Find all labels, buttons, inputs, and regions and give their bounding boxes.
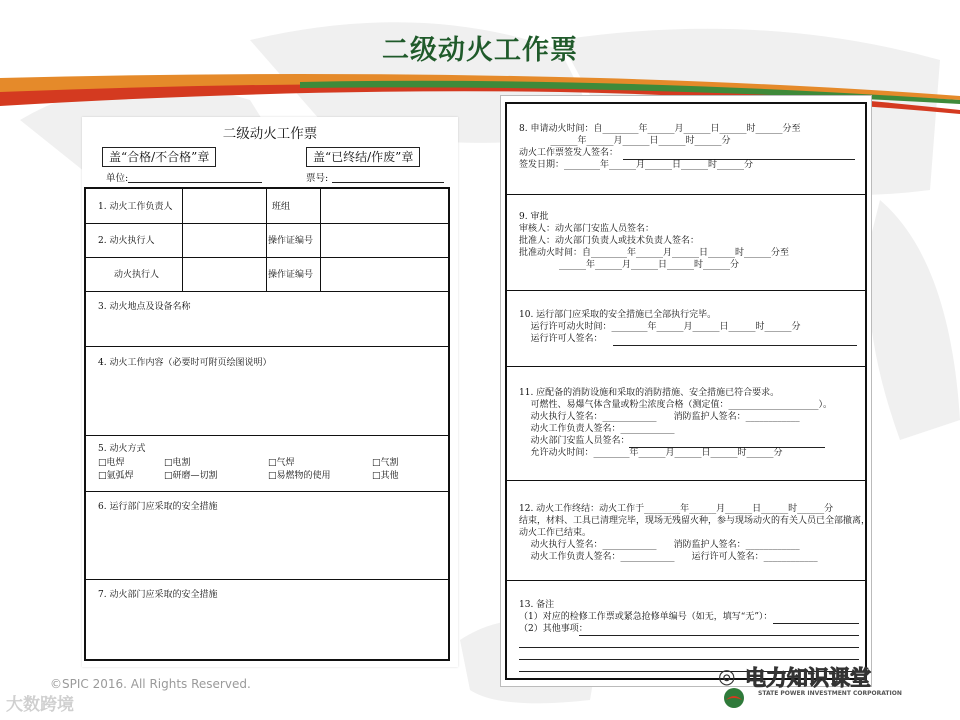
section-12-line: 动火工作负责人签名：____________ 运行许可人签名：____________	[519, 552, 818, 562]
section-11-line: 11. 应配备的消防设施和采取的消防措施、安全措施已符合要求。	[519, 388, 780, 398]
watermark-left: 大数跨境	[6, 695, 74, 715]
section-12-line: 动火工作已结束。	[519, 528, 592, 538]
form-title: 二级动火工作票	[222, 126, 318, 142]
unit-underline	[128, 171, 262, 183]
company-logo-icon	[722, 686, 746, 710]
cell-label: 班组	[272, 202, 291, 212]
cell-label: 7. 动火部门应采取的安全措施	[98, 590, 218, 600]
section-12-line: 结束，材料、工具已清理完毕，现场无残留火种，参与现场动火的有关人员已全部撤离，	[519, 516, 871, 526]
checkbox-option[interactable]: □气割	[372, 458, 399, 468]
section-9-line: 批准动火时间：自________年______月______日______时______分至	[519, 248, 790, 258]
slide-title: 二级动火工作票	[382, 35, 578, 66]
right-form-table	[505, 102, 871, 680]
section-10-line: 10. 运行部门应采取的安全措施已全部执行完毕。	[519, 310, 717, 320]
section-13-line: （1）对应的检修工作票或紧急抢修单编号（如无，填写“无”）：	[519, 612, 773, 622]
section-12-line: 12. 动火工作终结：动火工作于________年______月______日______时______分	[519, 504, 834, 514]
cell-label: 6. 运行部门应采取的安全措施	[98, 502, 218, 512]
section-11-line: 可燃性、易爆气体含量或粉尘浓度合格（测定值：____________________）。	[519, 400, 832, 410]
section-9-line: 9. 审批	[519, 212, 549, 222]
checkbox-option[interactable]: □易燃物的使用	[268, 471, 331, 481]
cell-label: 4. 动火工作内容（必要时可附页绘图说明）	[98, 358, 272, 368]
left-ticket-form	[82, 117, 458, 667]
section-12-line: 动火执行人签名：____________ 消防监护人签名：____________	[519, 540, 800, 550]
checkbox-option[interactable]: □其他	[372, 471, 399, 481]
stamp-terminated-box: 盖“已终结/作废”章	[306, 147, 420, 167]
section-8-line: 动火工作票签发人签名：	[519, 148, 619, 158]
section-8-line: 签发日期：________年______月______日______时______分	[519, 160, 754, 170]
cell-label: 5. 动火方式	[98, 444, 146, 454]
section-11-line: 动火部门安监人员签名：	[519, 436, 630, 446]
section-11-line: 动火执行人签名：____________ 消防监护人签名：____________	[519, 412, 800, 422]
section-13-line: 13. 备注	[519, 600, 555, 610]
cell-label: 1. 动火工作负责人	[98, 202, 173, 212]
wechat-icon: ◎	[718, 664, 736, 688]
section-9-line: 审核人：动火部门安监人员签名：	[519, 224, 655, 234]
watermark-right: 电力知识课堂	[745, 666, 871, 690]
cell-label: 操作证编号	[268, 270, 314, 280]
section-8-line: ______年______月______日______时______分	[519, 136, 731, 146]
section-10-line: 运行许可人签名：	[519, 334, 603, 344]
checkbox-option[interactable]: □气焊	[268, 458, 295, 468]
section-13-line: （2）其他事项：	[519, 624, 588, 634]
cell-label: 操作证编号	[268, 236, 314, 246]
corporation-name: STATE POWER INVESTMENT CORPORATION	[758, 690, 902, 697]
section-11-line: 允许动火时间：________年______月______日______时______分	[519, 448, 783, 458]
section-11-line: 动火工作负责人签名：____________	[519, 424, 675, 434]
checkbox-option[interactable]: □电割	[164, 458, 191, 468]
section-10-line: 运行许可动火时间：________年______月______日______时______分	[519, 322, 801, 332]
checkbox-option[interactable]: □研磨—切割	[164, 471, 218, 481]
stamp-qualified-box: 盖“合格/不合格”章	[102, 147, 216, 167]
section-8-line: 8. 申请动火时间：自________年______月______日______时______分至	[519, 124, 801, 134]
ticket-no-label: 票号:	[306, 173, 329, 184]
cell-label: 2. 动火执行人	[98, 236, 155, 246]
cell-label: 3. 动火地点及设备名称	[98, 302, 191, 312]
ticket-no-underline	[332, 171, 444, 183]
unit-label: 单位:	[106, 173, 129, 184]
copyright-text: ©SPIC 2016. All Rights Reserved.	[50, 677, 251, 691]
left-form-table	[84, 187, 450, 661]
section-9-line: 批准人：动火部门负责人或技术负责人签名：	[519, 236, 700, 246]
checkbox-option[interactable]: □电焊	[98, 458, 125, 468]
checkbox-option[interactable]: □氩弧焊	[98, 471, 134, 481]
right-ticket-form	[500, 95, 872, 687]
section-9-line: ______年______月______日______时______分	[519, 260, 740, 270]
cell-label: 动火执行人	[114, 270, 160, 280]
